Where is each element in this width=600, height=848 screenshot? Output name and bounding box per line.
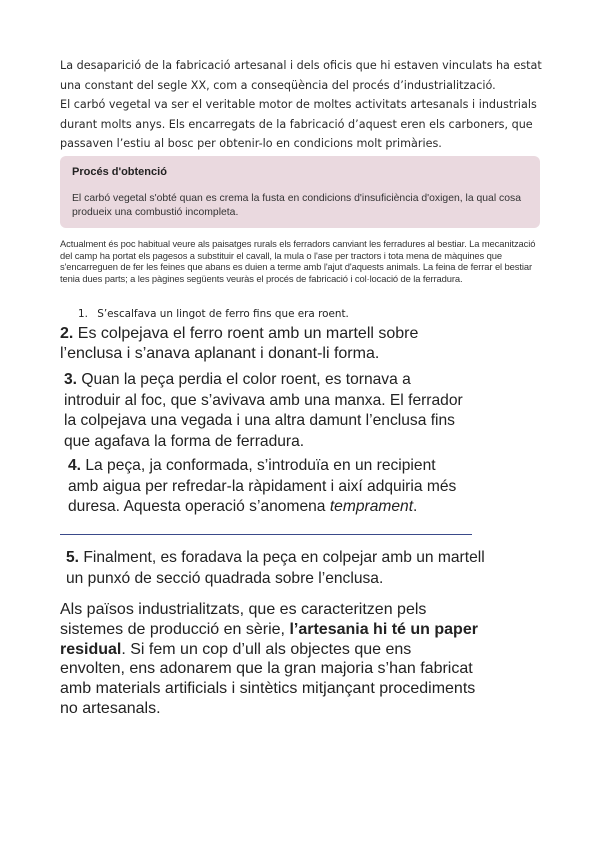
step-4 — [68, 456, 468, 518]
step-4-end: . — [413, 498, 418, 515]
step-5 — [66, 548, 486, 589]
intro-text — [60, 56, 550, 154]
step-4-term: temprament — [329, 498, 414, 515]
small-paragraph: Actualment és poc habitual veure als paisatges rurals els ferradors canviant les ferradures al bestiar. La mecanització del camp ha portat els pagesos a substituir el cavall, la mula o l'ase per tractors i tota mena de màquines que s'encarreguen de fer les feines que abans es duien a terme amb l'ajut d'aquests animals. La feina de ferrar el bestiar tenia dues parts; a les pàgines següents veuràs el procés de fabricació i col·locació de la ferradura. — [60, 238, 536, 284]
step-1 — [78, 308, 349, 320]
step-1-text: S’escalfava un lingot de ferro fins que era roent. — [97, 308, 349, 320]
final-bold: l’artesania hi té un paper residual — [60, 620, 478, 658]
step-3-number: 3. — [64, 371, 78, 388]
info-box — [60, 156, 540, 228]
step-3-text: Quan la peça perdia el color roent, es tornava a introduir al foc, que s’avivava amb una manxa. El ferrador la colpejava una vegada i una altra damunt l’enclusa fins que agafava la forma de ferradura. — [64, 371, 463, 450]
step-5-number: 5. — [66, 549, 80, 566]
step-4-number: 4. — [68, 457, 82, 474]
info-box-title: Procés d'obtenció — [72, 166, 167, 178]
info-box-text: El carbó vegetal s'obté quan es crema la fusta en condicions d'insuficiència d'oxigen, la qual cosa produeix una combustió incompleta. — [72, 193, 521, 218]
divider-line — [60, 534, 472, 535]
final-part-2: . Si fem un cop d’ull als objectes que ens envolten, ens adonarem que la gran majoria s’han fabricat amb materials artificials i sintètics mitjançant procediments no artesanals. — [60, 640, 476, 717]
step-1-number: 1. — [78, 308, 88, 320]
step-5-text: Finalment, es foradava la peça en colpejar amb un martell un punxó de secció quadrada sobre l’enclusa. — [66, 549, 485, 587]
step-3 — [64, 370, 464, 452]
intro-paragraph-1: La desaparició de la fabricació artesanal i dels oficis que hi estaven vinculats ha estat una constant del segle XX, com a conseqüència del procés d’industrialització. — [60, 59, 542, 92]
step-4-text: La peça, ja conformada, s’introduïa en un recipient amb aigua per refredar-la ràpidament i així adquiria més duresa. Aquesta operació s’anomena — [68, 457, 457, 515]
final-paragraph — [60, 600, 480, 719]
step-2-number: 2. — [60, 325, 74, 342]
final-part-1: Als països industrialitzats, que es caracteritzen pels sistemes de producció en sèrie, — [60, 601, 427, 638]
intro-paragraph-2: El carbó vegetal va ser el veritable motor de moltes activitats artesanals i industrials durant molts anys. Els encarregats de la fabricació d’aquest eren els carboners, que passaven l’estiu al bosc per obtenir-lo en condicions molt primàries. — [60, 98, 537, 150]
step-2 — [60, 324, 480, 364]
step-2-text: Es colpejava el ferro roent amb un martell sobre l’enclusa i s’anava aplanant i donant-li forma. — [60, 325, 419, 362]
